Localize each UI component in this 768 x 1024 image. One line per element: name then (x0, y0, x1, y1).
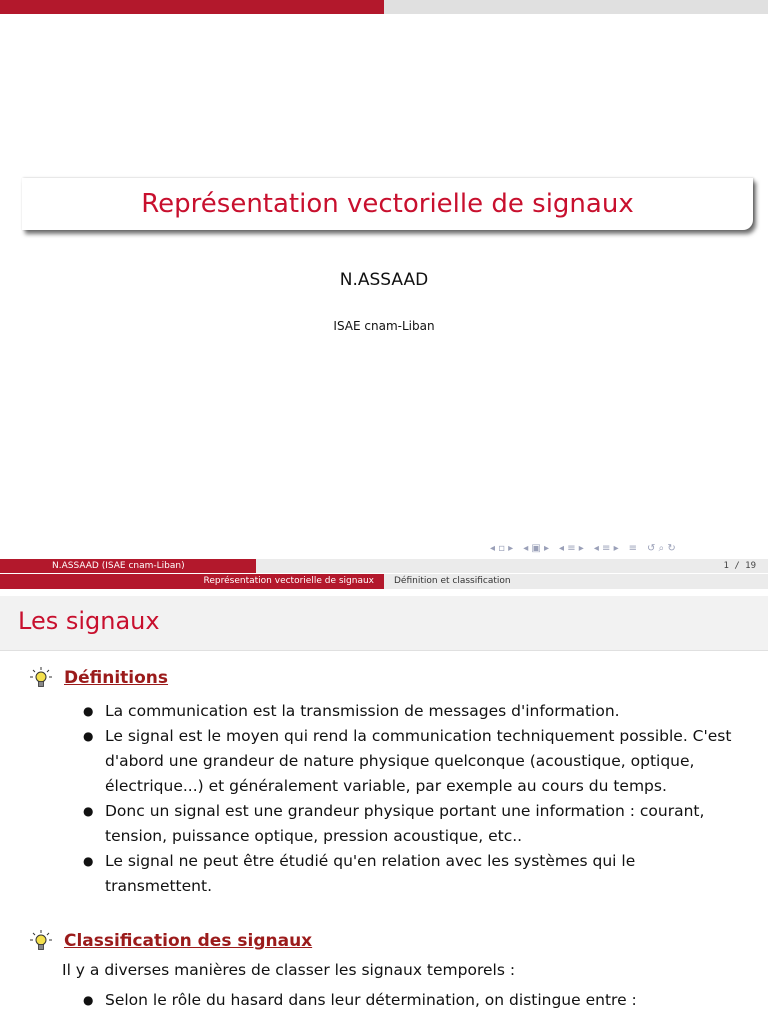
slide-footer (0, 559, 768, 589)
nav-search-icon[interactable]: ↺ ⌕ ↻ (647, 542, 676, 554)
footer-section: Définition et classification (384, 574, 768, 589)
institute-name: ISAE cnam-Liban (333, 319, 435, 333)
lightbulb-icon (30, 667, 52, 689)
nav-subsection-icon[interactable]: ◂ ▣ ▸ (523, 542, 550, 554)
footer-title: Représentation vectorielle de signaux (0, 574, 384, 589)
classification-intro: Il y a diverses manières de classer les signaux temporels : (62, 961, 516, 979)
author-name: N.ASSAAD (339, 270, 429, 290)
top-progress-bar (0, 0, 768, 14)
page-number: 1 / 19 (723, 561, 756, 571)
presentation-title: Représentation vectorielle de signaux (141, 189, 634, 219)
nav-toc-icon[interactable]: ≡ (628, 542, 637, 554)
frame-header (0, 596, 768, 651)
definitions-list (80, 699, 740, 899)
frame-title: Les signaux (18, 607, 160, 635)
title-box (22, 178, 753, 230)
block-classification-title (30, 930, 312, 952)
nav-section2-icon[interactable]: ◂ ≡ ▸ (593, 542, 619, 554)
progress-empty (384, 0, 768, 14)
list-item: ● Selon le rôle du hasard dans leur détermination, on distingue entre : (80, 988, 740, 1013)
list-item: ● Le signal ne peut être étudié qu'en relation avec les systèmes qui le transmettent. (80, 849, 740, 899)
list-item: ● La communication est la transmission de messages d'information. (80, 699, 740, 724)
nav-section-icon[interactable]: ◂ ≡ ▸ (559, 542, 584, 554)
footer-author: N.ASSAAD (ISAE cnam-Liban) (0, 559, 256, 573)
block-definitions-title (30, 667, 168, 689)
beamer-navigation[interactable] (490, 541, 765, 555)
classification-list (80, 988, 740, 1013)
block-classification-heading: Classification des signaux (64, 931, 313, 951)
list-item: ● Donc un signal est une grandeur physique portant une information : courant, tension, puissance optique, pression acoustique, etc.. (80, 799, 740, 849)
nav-frame-icon[interactable]: ◂ ▫ ▸ (490, 542, 514, 554)
block-definitions-heading: Définitions (64, 668, 169, 688)
progress-filled (0, 0, 384, 14)
list-item: ● Le signal est le moyen qui rend la communication techniquement possible. C'est d'abord une grandeur de nature physique quelconque (acoustique, optique, électrique...) et généralement variable, par exemple au cours du temps. (80, 724, 740, 799)
lightbulb-icon (30, 930, 52, 952)
